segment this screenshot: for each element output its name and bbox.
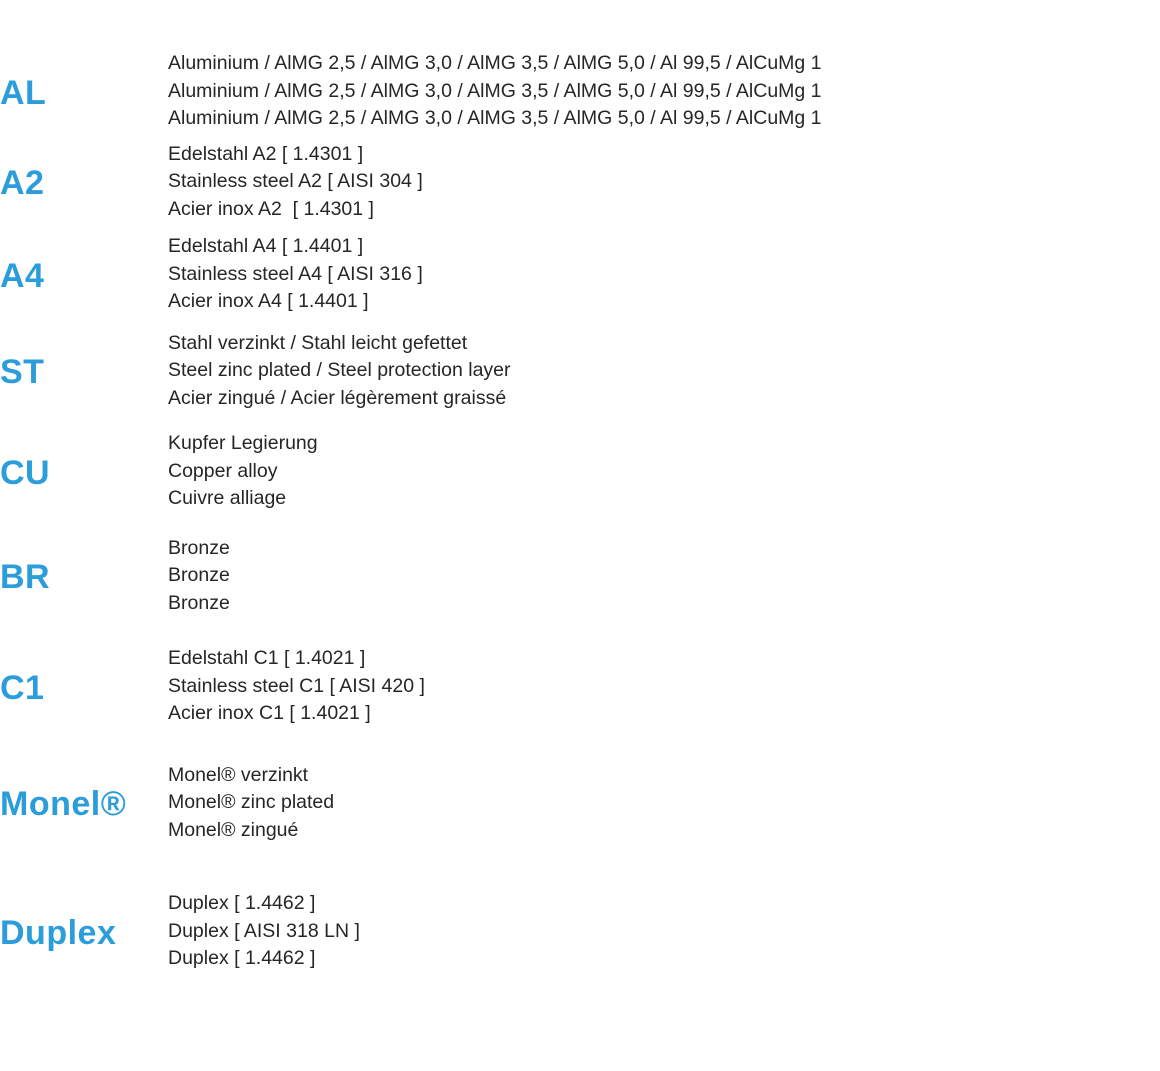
material-descriptions [168,890,1160,973]
material-line-fr: Acier inox A2 [ 1.4301 ] [168,197,374,220]
material-row [0,645,1160,728]
material-descriptions [168,762,1160,845]
material-code: ST [0,353,45,392]
material-line-en: Aluminium / AlMG 2,5 / AlMG 3,0 / AlMG 3,5 / AlMG 5,0 / Al 99,5 / AlCuMg 1 [168,79,822,102]
material-line-fr: Acier inox A4 [ 1.4401 ] [168,290,369,312]
material-line-en: Bronze [168,564,230,586]
material-descriptions [168,50,1160,133]
material-code: A4 [0,256,45,295]
material-line-fr: Acier inox C1 [ 1.4021 ] [168,702,371,724]
material-row [0,233,1160,316]
material-row [0,535,1160,618]
material-row [0,890,1160,973]
material-row [0,50,1160,133]
material-line-de: Edelstahl A2 [ 1.4301 ] [168,142,364,165]
material-descriptions [168,535,1160,618]
material-line-en: Steel zinc plated / Steel protection layer [168,359,511,381]
material-descriptions [168,330,1160,413]
material-line-de: Edelstahl A4 [ 1.4401 ] [168,235,364,257]
material-row [0,330,1160,413]
material-line-en: Monel® zinc plated [168,791,335,813]
material-line-fr: Cuivre alliage [168,487,287,509]
material-line-de: Kupfer Legierung [168,432,318,454]
material-line-de: Edelstahl C1 [ 1.4021 ] [168,647,366,669]
material-line-fr: Aluminium / AlMG 2,5 / AlMG 3,0 / AlMG 3,5 / AlMG 5,0 / Al 99,5 / AlCuMg 1 [168,107,822,129]
material-line-en: Duplex [ AISI 318 LN ] [168,919,360,942]
material-line-en: Stainless steel C1 [ AISI 420 ] [168,674,425,697]
material-line-de: Bronze [168,536,230,559]
material-code: A2 [0,164,45,203]
material-code: CU [0,453,51,492]
material-line-de: Duplex [ 1.4462 ] [168,892,316,914]
material-descriptions [168,430,1160,513]
material-line-de: Stahl verzinkt / Stahl leicht gefettet [168,331,468,354]
material-row [0,762,1160,845]
material-line-de: Monel® verzinkt [168,763,309,786]
material-line-en: Copper alloy [168,459,278,482]
material-descriptions [168,141,1160,224]
material-code: AL [0,73,47,112]
material-line-en: Stainless steel A4 [ AISI 316 ] [168,262,423,285]
material-row [0,430,1160,513]
material-code: Duplex [0,913,117,952]
material-code: Monel® [0,785,127,824]
material-line-en: Stainless steel A2 [ AISI 304 ] [168,170,423,192]
material-code: C1 [0,668,45,707]
material-descriptions [168,645,1160,728]
material-line-fr: Acier zingué / Acier légèrement graissé [168,386,507,409]
material-code: BR [0,558,51,597]
material-descriptions [168,233,1160,316]
material-row [0,141,1160,224]
material-line-de: Aluminium / AlMG 2,5 / AlMG 3,0 / AlMG 3,5 / AlMG 5,0 / Al 99,5 / AlCuMg 1 [168,52,822,74]
material-line-fr: Duplex [ 1.4462 ] [168,947,316,969]
material-line-fr: Bronze [168,591,230,614]
material-line-fr: Monel® zingué [168,818,299,841]
